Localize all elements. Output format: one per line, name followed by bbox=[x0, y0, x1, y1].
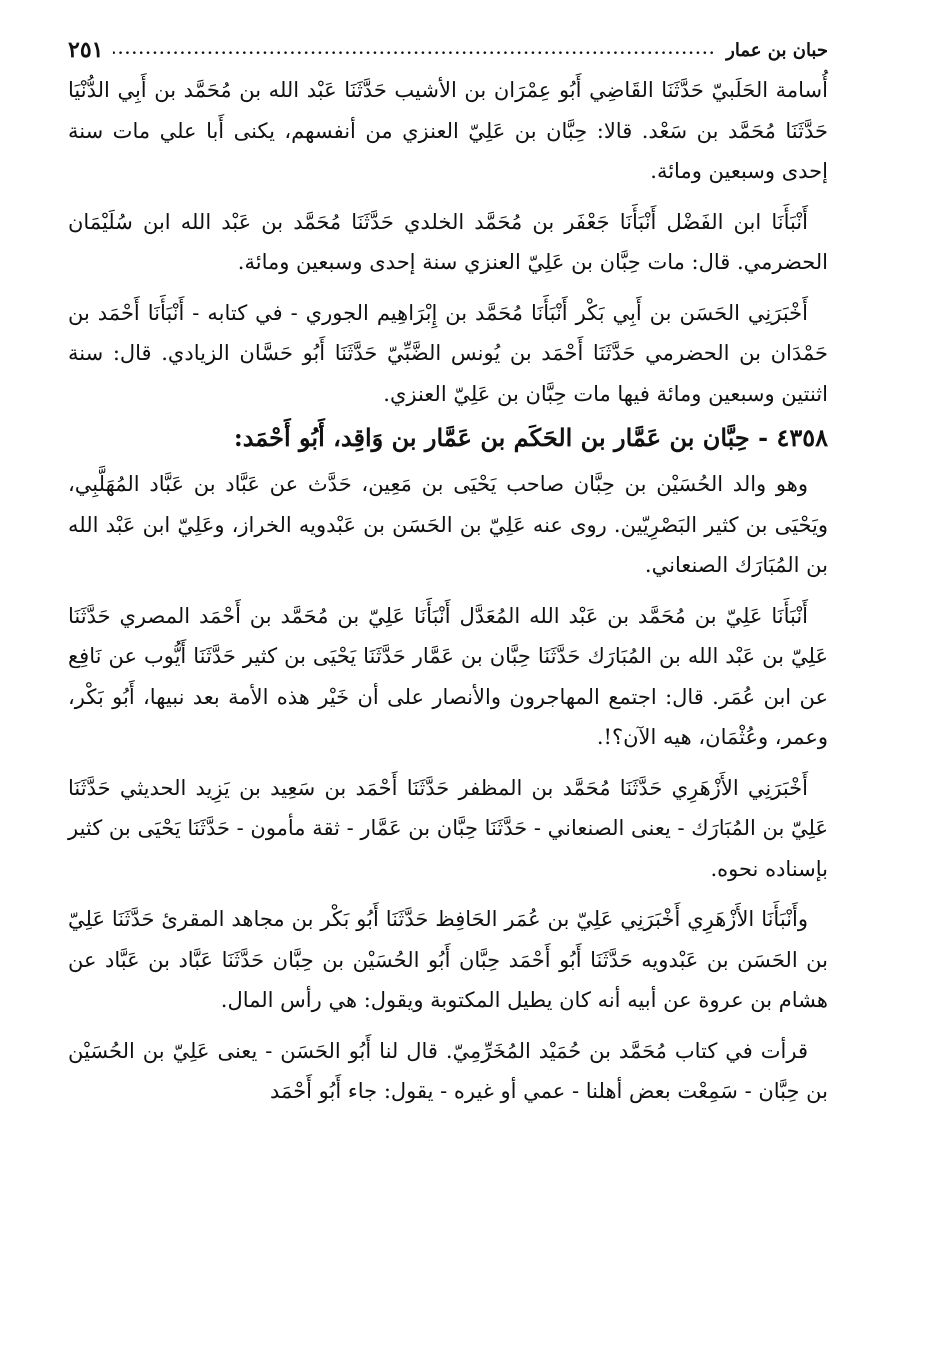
book-page bbox=[68, 30, 828, 1112]
entry-paragraph: أَخْبَرَنِي الأَزْهَرِي حَدَّثَنَا مُحَمَّد بن المظفر حَدَّثَنَا أَحْمَد بن سَعِيد بن يَزِيد الحديثي حَدَّثَنَا عَلِيّ بن المُبَارَك - يعنى الصنعاني - حَدَّثَنَا حِبَّان بن عَمَّار - ثقة مأمون - حَدَّثَنَا يَحْيَى بن كثير بإسناده نحوه. bbox=[68, 775, 828, 881]
entry-paragraph: قرأت في كتاب مُحَمَّد بن حُمَيْد المُخَرِّمِيّ. قال لنا أَبُو الحَسَن - يعنى عَلِيّ بن الحُسَيْن بن حِبَّان - سَمِعْت بعض أهلنا - عمي أو غيره - يقول: جاء أَبُو أَحْمَد bbox=[68, 1038, 828, 1103]
paragraph: أَخْبَرَنِي الحَسَن بن أَبِي بَكْر أَنْبَأَنَا مُحَمَّد بن إِبْرَاهِيم الجوري - في كتابه - أَنْبَأَنَا أَحْمَد بن حَمْدَان بن الحضرمي حَدَّثَنَا أَحْمَد بن يُونس الضَّبِّيّ حَدَّثَنَا أَبُو حَسَّان الزيادي. قال: سنة اثنتين وسبعين ومائة فيها مات حِبَّان بن عَلِيّ العنزي. bbox=[68, 300, 828, 406]
entry-paragraph: وهو والد الحُسَيْن بن حِبَّان صاحب يَحْيَى بن مَعِين، حَدَّث عن عَبَّاد بن عَبَّاد المُهَلَّبِي، ويَحْيَى بن كثير البَصْرِيّين. روى عنه عَلِيّ بن الحَسَن بن عَبْدويه الخراز، وعَلِيّ ابن عَبْد الله بن المُبَارَك الصنعاني. bbox=[68, 472, 828, 577]
header-dot-leader bbox=[113, 42, 716, 58]
running-title: حبان بن عمار bbox=[726, 39, 828, 61]
entry-heading: ٤٣٥٨ - حِبَّان بن عَمَّار بن الحَكَم بن عَمَّار بن وَاقِد، أَبُو أَحْمَد: bbox=[233, 423, 828, 452]
entry-paragraph: أَنْبَأَنَا عَلِيّ بن مُحَمَّد بن عَبْد الله المُعَدَّل أَنْبَأَنَا عَلِيّ بن مُحَمَّد بن أَحْمَد المصري حَدَّثَنَا عَلِيّ بن عَبْد الله بن المُبَارَك حَدَّثَنَا حِبَّان بن عَمَّار حَدَّثَنَا يَحْيَى بن كثير حَدَّثَنَا أَيُّوب عن نَافِع عن ابن عُمَر. قال: اجتمع المهاجرون والأنصار على أن خَيْر هذه الأمة بعد نبيها، أَبُو بَكْر، وعمر، وعُثْمَان، هيه الآن؟!. bbox=[68, 603, 828, 749]
entry-paragraph: وأَنْبَأَنَا الأَزْهَرِي أَخْبَرَنِي عَلِيّ بن عُمَر الحَافِظ حَدَّثَنَا أَبُو بَكْر بن مجاهد المقرئ حَدَّثَنَا عَلِيّ بن الحَسَن بن عَبْدويه حَدَّثَنَا أَبُو أَحْمَد حِبَّان أَبُو الحُسَيْن بن حِبَّان حَدَّثَنَا عَبَّاد بن عَبَّاد عن هشام بن عروة عن أبيه أنه كان يطيل المكتوبة ويقول: هي رأس المال. bbox=[68, 907, 828, 1012]
paragraph: أَنْبَأَنَا ابن الفَضْل أَنْبَأَنَا جَعْفَر بن مُحَمَّد الخلدي حَدَّثَنَا مُحَمَّد بن عَبْد الله ابن سُلَيْمَان الحضرمي. قال: مات حِبَّان بن عَلِيّ العنزي سنة إحدى وسبعين ومائة. bbox=[68, 209, 828, 274]
page-number: ٢٥١ bbox=[68, 37, 104, 63]
paragraph: أُسامة الحَلَبيّ حَدَّثَنَا القَاضِي أَبُو عِمْرَان بن الأشيب حَدَّثَنَا عَبْد الله بن مُحَمَّد بن أَبِي الدُّنْيَا حَدَّثَنَا مُحَمَّد بن سَعْد. قالا: حِبَّان بن عَلِيّ العنزي من أنفسهم، يكنى أَبا علي مات سنة إحدى وسبعين ومائة. bbox=[68, 78, 828, 183]
running-header bbox=[68, 30, 828, 70]
